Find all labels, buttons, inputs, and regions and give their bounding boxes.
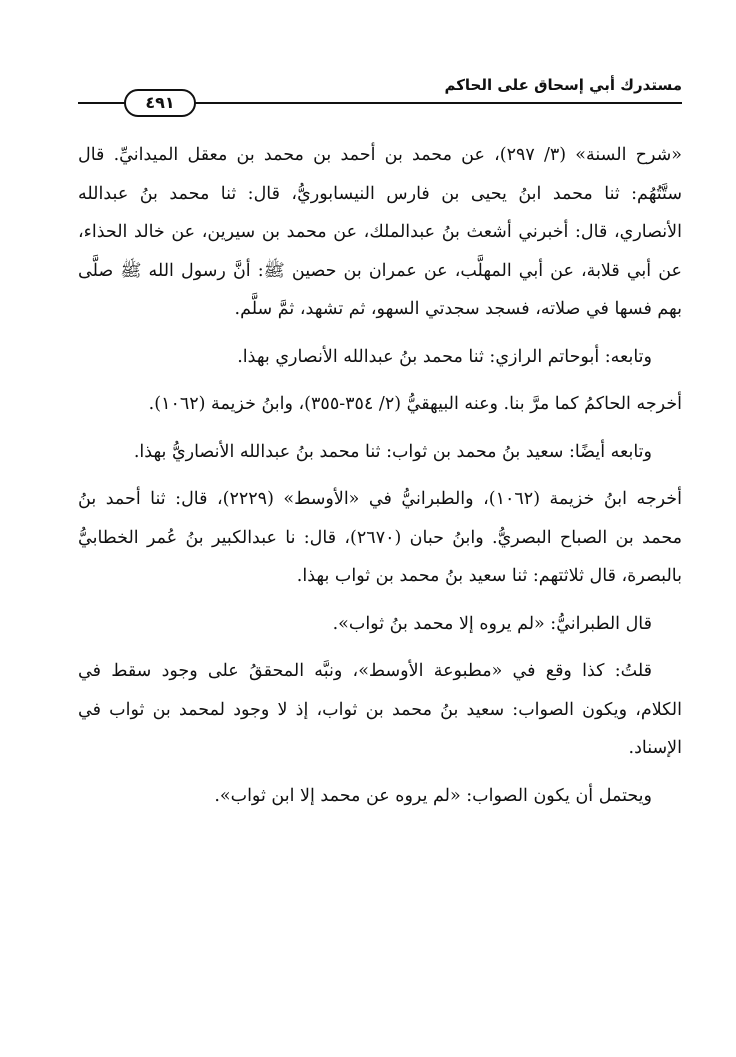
paragraph-corroboration-2: وتابعه أيضًا: سعيد بنُ محمد بن ثواب: ثنا محمد بنُ عبدالله الأنصاريُّ بهذا.	[133, 441, 652, 462]
paragraph-corroboration-1: وتابعه: أبوحاتم الرازي: ثنا محمد بنُ عبدالله الأنصاري بهذا.	[237, 346, 652, 367]
paragraph-author-note: قلتُ: كذا وقع في «مطبوعة الأوسط»، ونبَّه المحققُ على وجود سقط في الكلام، ويكون الصواب: سعيد بنُ محمد بن ثواب، إذ لا وجود لمحمد بن ثواب في الإسناد.	[78, 661, 682, 758]
page-number: ٤٩١	[124, 89, 196, 117]
book-title: مستدرك أبي إسحاق على الحاكم	[444, 76, 682, 94]
paragraph-tabarani-quote: قال الطبرانيُّ: «لم يروه إلا محمد بنُ ثواب».	[332, 613, 652, 634]
paragraph-takhrij-2: أخرجه ابنُ خزيمة (١٠٦٢)، والطبرانيُّ في «الأوسط» (٢٢٢٩)، قال: ثنا أحمد بنُ محمد بن الصباح البصريُّ. وابنُ حبان (٢٦٧٠)، قال: نا عبدالكبير بنُ عُمر الخطابيُّ بالبصرة، قال ثلاثتهم: ثنا سعيد بنُ محمد بن ثواب بهذا.	[78, 489, 682, 586]
paragraph-alternative: ويحتمل أن يكون الصواب: «لم يروه عن محمد إلا ابن ثواب».	[214, 785, 652, 806]
paragraph-takhrij-1: أخرجه الحاكمُ كما مرَّ بنا. وعنه البيهقيُّ (٢/ ٣٥٤-٣٥٥)، وابنُ خزيمة (١٠٦٢).	[148, 394, 682, 414]
paragraph-citation: «شرح السنة» (٣/ ٢٩٧)، عن محمد بن أحمد بن محمد بن معقل الميدانيِّ. قال ستَّتُهُم: ثنا محمد ابنُ يحيى بن فارس النيسابوريُّ، قال: ثنا محمد بنُ عبدالله الأنصاري، قال: أخبرني أشعث بنُ عبدالملك، عن محمد بن سيرين، عن خالد الحذاء، عن أبي قلابة، عن أبي المهلَّب، عن عمران بن حصين ﷺ: أنَّ رسول الله ﷺ صلَّى بهم فسها في صلاته، فسجد سجدتي السهو، ثم تشهد، ثمَّ سلَّم.	[78, 145, 682, 319]
running-header	[78, 74, 682, 112]
body-text	[78, 136, 682, 824]
